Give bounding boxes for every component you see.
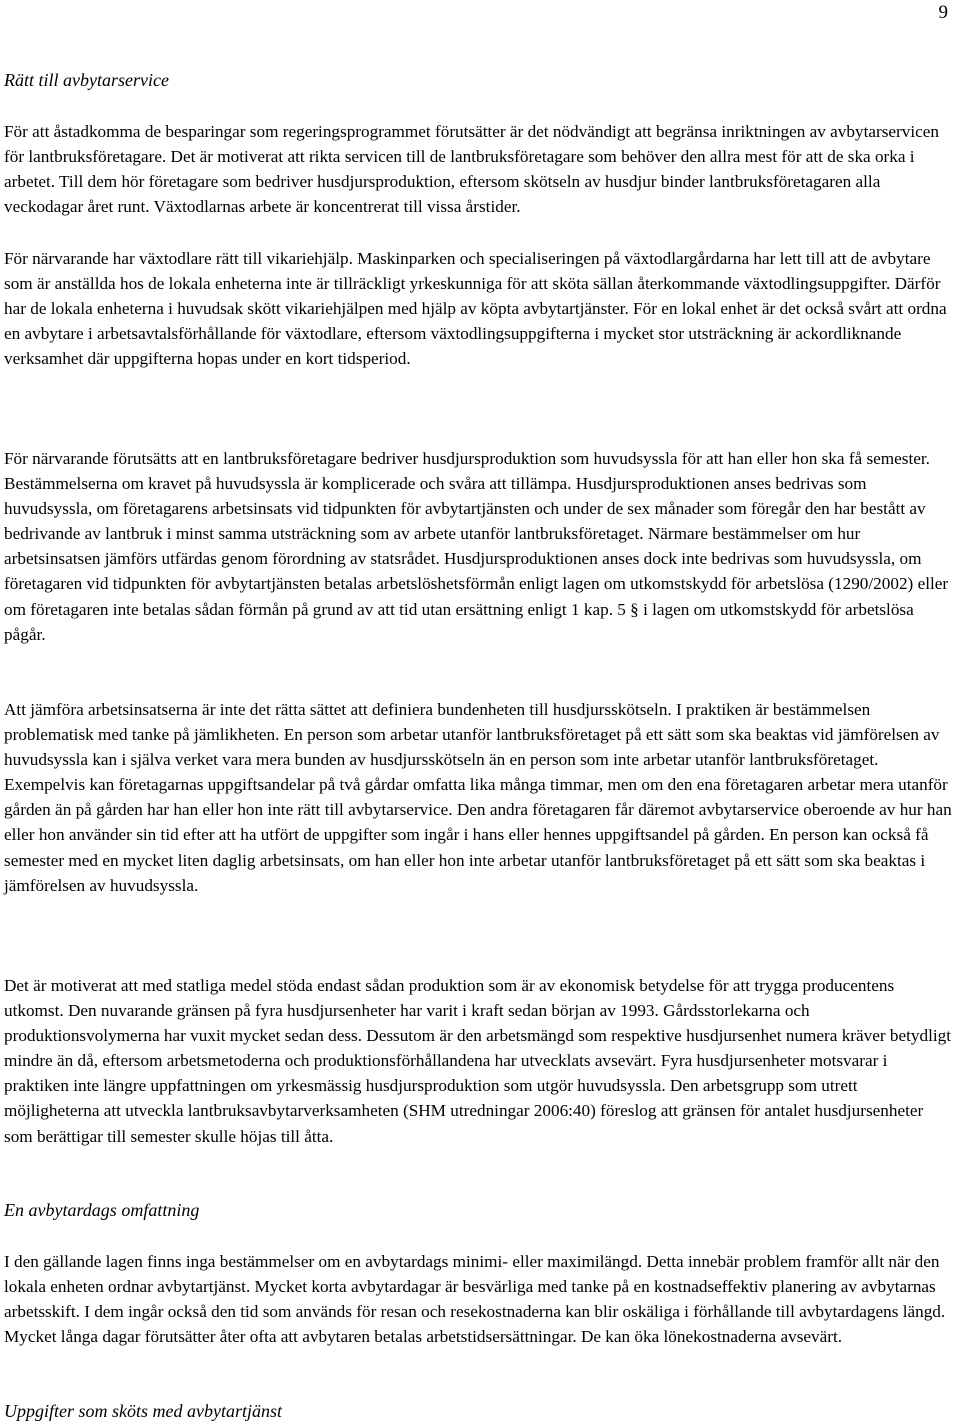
paragraph-1: För att åstadkomma de besparingar som regeringsprogrammet förutsätter är det nödvändigt att begränsa inriktningen av avbytarservicen för lantbruksföretagare. Det är motiverat att rikta servicen till de lantbruksföretagare som behöver den allra mest för att de ska orka i arbetet. Till dem hör företagare som bedriver husdjursproduktion, eftersom skötseln av husdjur binder lantbruksföretagaren alla veckodagar året runt. Växtodlarnas arbete är koncentrerat till vissa årstider. xyxy=(4,122,939,217)
section-heading-uppgifter: Uppgifter som sköts med avbytartjänst xyxy=(4,1401,282,1421)
paragraph-3: För närvarande förutsätts att en lantbruksföretagare bedriver husdjursproduktion som huvudsyssla för att han eller hon ska få semester. Bestämmelserna om kravet på huvudsyssla är komplicerade och svåra att tillämpa. Husdjursproduktionen anses bedrivas som huvudsyssla, om företagarens arbetsinsats vid tidpunkten för avbytartjänsten och under de sex månader som föregår den har bestått av bedrivande av lantbruk i minst samma utsträckning som av arbete utanför lantbruksföretaget. Närmare bestämmelser om hur arbetsinsatsen jämförs utfärdas genom förordning av statsrådet. Husdjursproduktionen anses dock inte bedrivas som huvudsyssla, om företagaren vid tidpunkten för avbytartjänsten betalas arbetslöshetsförmån enligt lagen om utkomstskydd för arbetslösa (1290/2002) eller om företagaren inte betalas sådan förmån på grund av att tid utan ersättning enligt 1 kap. 5 § i lagen om utkomstskydd för arbetslösa pågår. xyxy=(4,449,949,644)
section-heading-avbytardags-omfattning: En avbytardags omfattning xyxy=(4,1200,200,1220)
page-number: 9 xyxy=(938,2,948,23)
paragraph-4: Att jämföra arbetsinsatserna är inte det rätta sättet att definiera bundenheten till husdjursskötseln. I praktiken är bestämmelsen problematisk med tanke på jämlikheten. En person som arbetar utanför lantbruksföretaget på ett sätt som ska beaktas vid jämförelsen av huvudsyssla kan i själva verket vara mera bunden av husdjursskötseln än en person som inte arbetar utanför lantbruksföretaget. Exempelvis kan företagarnas uppgiftsandelar på två gårdar omfatta lika många timmar, men om den ena företagaren arbetar mera utanför gården än på gården har han eller hon inte rätt till avbytarservice. Den andra företagaren får däremot avbytarservice oberoende av hur han eller hon använder sin tid efter att ha utfört de uppgifter som ingår i hans eller hennes uppgiftsandel på gården. En person kan också få semester med en mycket liten daglig arbetsinsats, om han eller hon inte arbetar utanför lantbruksföretaget på ett sätt som ska beaktas i jämförelsen av huvudsyssla. xyxy=(4,700,952,895)
paragraph-2: För närvarande har växtodlare rätt till vikariehjälp. Maskinparken och specialiseringen på växtodlargårdarna har lett till att de avbytare som är anställda hos de lokala enheterna inte är tillräckligt yrkeskunniga för att sköta sällan återkommande växtodlingsuppgifter. Därför har de lokala enheterna i huvudsak skött vikariehjälpen med hjälp av köpta avbytartjänster. För en lokal enhet är det också svårt att ordna en avbytare i arbetsavtalsförhållande för växtodlare, eftersom växtodlingsuppgifterna i mycket stor utsträckning är ackordliknande verksamhet där uppgifterna hopas under en kort tidsperiod. xyxy=(4,249,947,369)
paragraph-6: I den gällande lagen finns inga bestämmelser om en avbytardags minimi- eller maximilängd. Detta innebär problem framför allt när den lokala enheten ordnar avbytartjänst. Mycket korta avbytardagar är besvärliga med tanke på en kostnadseffektiv planering av avbytarnas arbetsskift. I dem ingår också den tid som används för resan och resekostnaderna kan blir oskäliga i förhållande till avbytardagens längd. Mycket långa dagar förutsätter åter ofta att avbytaren betalas arbetstidsersättningar. De kan öka lönekostnaderna avsevärt. xyxy=(4,1252,946,1347)
section-heading-avbytarservice: Rätt till avbytarservice xyxy=(4,70,169,90)
paragraph-5: Det är motiverat att med statliga medel stöda endast sådan produktion som är av ekonomisk betydelse för att trygga producentens utkomst. Den nuvarande gränsen på fyra husdjursenheter har varit i kraft sedan början av 1993. Gårdsstorlekarna och produktionsvolymerna har vuxit mycket sedan dess. Dessutom är den arbetsmängd som respektive husdjursenhet numera kräver betydligt mindre än då, eftersom arbetsmetoderna och produktionsförhållandena har utvecklats avsevärt. Fyra husdjursenheter motsvarar i praktiken inte längre uppfattningen om yrkesmässig husdjursproduktion som utgör huvudsyssla. Den arbetsgrupp som utrett möjligheterna att utveckla lantbruksavbytarverksamheten (SHM utredningar 2006:40) föreslog att gränsen för antalet husdjursenheter som berättigar till semester skulle höjas till åtta. xyxy=(4,976,951,1146)
